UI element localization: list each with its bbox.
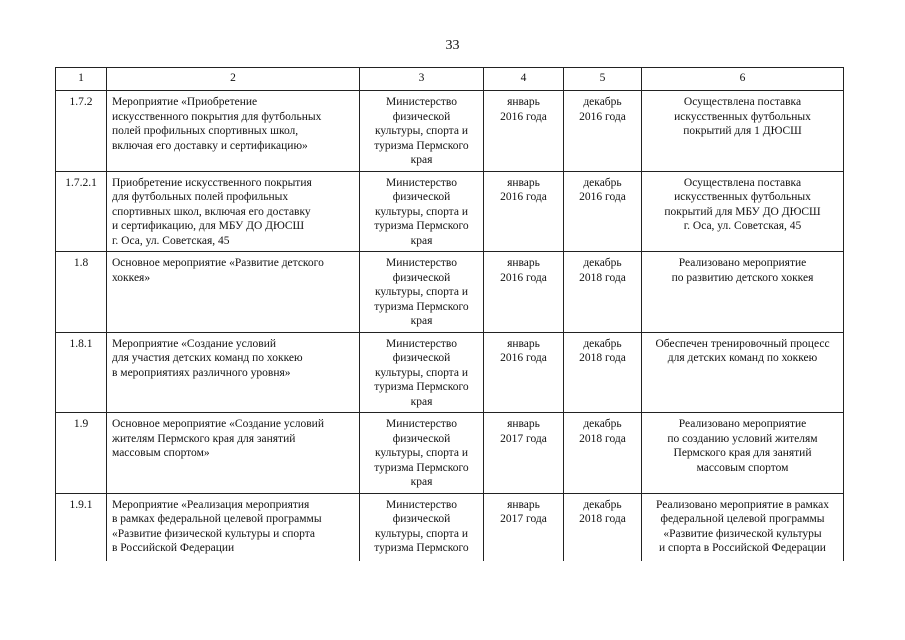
activity-name: Мероприятие «Реализация мероприятия в рамках федеральной целевой программы «Развитие физической культуры и спорта в Российской Федерации xyxy=(112,498,322,554)
end-date-cell xyxy=(564,91,642,172)
table-row xyxy=(56,252,844,333)
row-number-cell xyxy=(56,91,107,172)
row-number: 1.8.1 xyxy=(69,337,93,350)
row-number: 1.7.2 xyxy=(69,96,93,108)
row-number-cell xyxy=(56,413,107,494)
activity-name: Мероприятие «Создание условий для участия детских команд по хоккею в мероприятиях различного уровня» xyxy=(112,337,303,379)
executor-cell xyxy=(360,171,484,252)
activity-name-cell xyxy=(107,332,360,413)
expected-result: Осуществлена поставка искусственных футбольных покрытий для МБУ ДО ДЮСШ г. Оса, ул. Советская, 45 xyxy=(664,176,821,232)
row-number-cell xyxy=(56,171,107,252)
expected-result: Реализовано мероприятие по созданию условий жителям Пермского края для занятий массовым спортом xyxy=(667,418,818,474)
start-date-cell xyxy=(484,91,564,172)
start-date-cell xyxy=(484,493,564,561)
table-row xyxy=(56,413,844,494)
result-cell xyxy=(642,413,844,494)
end-date-cell xyxy=(564,252,642,333)
executor: Министерство физической культуры, спорта и туризма Пермского края xyxy=(374,176,469,247)
result-cell xyxy=(642,332,844,413)
start-date: январь 2016 года xyxy=(500,176,547,203)
row-number: 1.8 xyxy=(73,257,89,269)
table-row xyxy=(56,332,844,413)
end-date-cell xyxy=(564,493,642,561)
activities-table xyxy=(55,67,844,561)
row-number-cell xyxy=(56,493,107,561)
executor: Министерство физической культуры, спорта и туризма Пермского края xyxy=(374,418,469,488)
column-header: 5 xyxy=(564,68,642,91)
executor-cell xyxy=(360,493,484,561)
start-date: январь 2017 года xyxy=(500,418,547,445)
table-header-row xyxy=(56,68,844,91)
end-date: декабрь 2018 года xyxy=(579,337,626,364)
expected-result: Реализовано мероприятие в рамках федеральной целевой программы «Развитие физической культуры и спорта в Российской Федерации xyxy=(655,498,830,554)
start-date: январь 2016 года xyxy=(500,257,547,284)
end-date-cell xyxy=(564,332,642,413)
end-date-cell xyxy=(564,171,642,252)
result-cell xyxy=(642,252,844,333)
end-date-cell xyxy=(564,413,642,494)
executor: Министерство физической культуры, спорта и туризма Пермского края xyxy=(374,257,469,327)
result-cell xyxy=(642,493,844,561)
activity-name-cell xyxy=(107,91,360,172)
column-header: 4 xyxy=(484,68,564,91)
result-cell xyxy=(642,171,844,252)
executor-cell xyxy=(360,252,484,333)
end-date: декабрь 2018 года xyxy=(579,498,626,525)
column-header: 1 xyxy=(56,68,107,91)
activity-name-cell xyxy=(107,252,360,333)
executor-cell xyxy=(360,91,484,172)
row-number-cell xyxy=(56,332,107,413)
start-date: январь 2016 года xyxy=(500,96,547,123)
result-cell xyxy=(642,91,844,172)
executor: Министерство физической культуры, спорта и туризма Пермского края xyxy=(374,337,469,408)
start-date: январь 2016 года xyxy=(500,337,547,364)
activity-name: Приобретение искусственного покрытия для футбольных полей профильных спортивных школ, включая его доставку и сертификацию, для МБУ ДО ДЮСШ г. Оса, ул. Советская, 45 xyxy=(112,176,312,247)
column-header: 6 xyxy=(642,68,844,91)
start-date-cell xyxy=(484,332,564,413)
column-header: 2 xyxy=(107,68,360,91)
table-row xyxy=(56,91,844,172)
row-number-cell xyxy=(56,252,107,333)
expected-result: Реализовано мероприятие по развитию детского хоккея xyxy=(671,257,814,284)
column-header: 3 xyxy=(360,68,484,91)
row-number: 1.9.1 xyxy=(69,498,93,511)
row-number: 1.9 xyxy=(73,418,89,430)
executor: Министерство физической культуры, спорта и туризма Пермского края xyxy=(374,96,469,166)
page-number: 33 xyxy=(445,38,460,53)
activity-name-cell xyxy=(107,413,360,494)
end-date: декабрь 2018 года xyxy=(579,257,626,284)
activity-name: Мероприятие «Приобретение искусственного покрытия для футбольных полей профильных спортивных школ, включая его доставку и сертификацию» xyxy=(112,96,322,152)
expected-result: Обеспечен тренировочный процесс для детских команд по хоккею xyxy=(655,337,830,364)
start-date-cell xyxy=(484,413,564,494)
activity-name: Основное мероприятие «Развитие детского хоккея» xyxy=(112,257,324,284)
executor: Министерство физической культуры, спорта и туризма Пермского xyxy=(374,498,469,554)
start-date-cell xyxy=(484,171,564,252)
table-row xyxy=(56,171,844,252)
activity-name-cell xyxy=(107,493,360,561)
activity-name-cell xyxy=(107,171,360,252)
end-date: декабрь 2016 года xyxy=(579,96,626,123)
executor-cell xyxy=(360,413,484,494)
executor-cell xyxy=(360,332,484,413)
row-number: 1.7.2.1 xyxy=(65,176,97,189)
expected-result: Осуществлена поставка искусственных футбольных покрытий для 1 ДЮСШ xyxy=(674,96,811,137)
start-date: январь 2017 года xyxy=(500,498,547,525)
table-row xyxy=(56,493,844,561)
start-date-cell xyxy=(484,252,564,333)
end-date: декабрь 2018 года xyxy=(579,418,626,445)
end-date: декабрь 2016 года xyxy=(579,176,626,203)
activity-name: Основное мероприятие «Создание условий жителям Пермского края для занятий массовым спортом» xyxy=(112,418,324,459)
